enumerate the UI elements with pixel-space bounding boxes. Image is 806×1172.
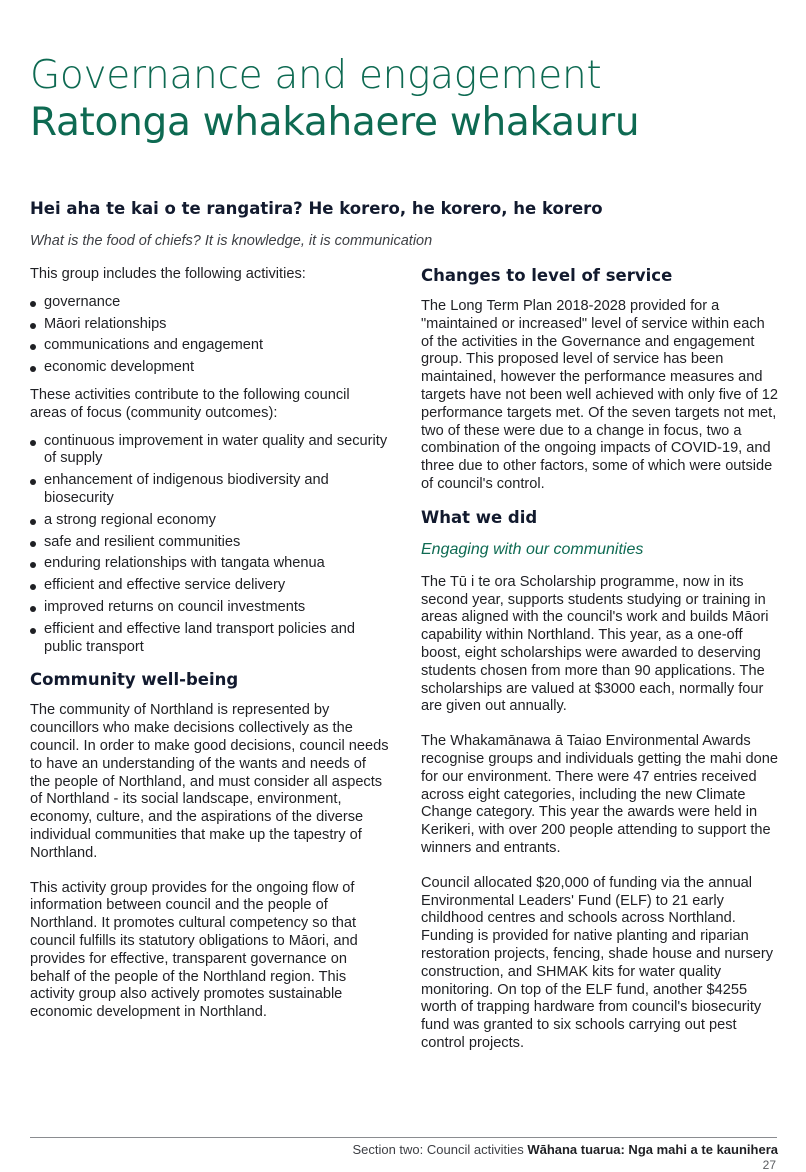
page-title-maori: Ratonga whakahaere whakauru bbox=[30, 100, 640, 145]
list-item: economic development bbox=[30, 359, 390, 377]
right-column bbox=[421, 266, 779, 1063]
elf-paragraph: Council allocated $20,000 of funding via the annual Environmental Leaders' Fund (ELF) to 21 early childhood centres and schools across Northland. Funding is provided for native planting and riparian restoration projects, fencing, shade house and nursery construction, and SHMAK kits for water quality monitoring. On top of the ELF fund, another $4255 worth of trapping hardware from council's biosecurity fund was granted to six schools carrying out pest control projects. bbox=[421, 874, 774, 1051]
outcomes-list bbox=[30, 433, 390, 657]
changes-heading: Changes to level of service bbox=[421, 266, 673, 285]
page-title bbox=[30, 52, 639, 146]
list-item: improved returns on council investments bbox=[30, 599, 390, 617]
activities-intro: This group includes the following activities: bbox=[30, 266, 306, 282]
engaging-subheading: Engaging with our communities bbox=[421, 540, 644, 558]
page-title-english: Governance and engagement bbox=[30, 53, 602, 98]
changes-paragraph: The Long Term Plan 2018-2028 provided for a "maintained or increased" level of service within each of the activities in the Governance and engagement group. This proposed level of service has been maintained, however the performance measures and targets have not been well achieved with only five of 12 performance targets met. Of the seven targets not met, two of these were due to a change in focus, two a combination of the ongoing impacts of COVID-19, and three due to other factors, some of which were outside of council's control. bbox=[421, 298, 778, 492]
contribute-paragraph bbox=[30, 387, 390, 423]
footer-section-label bbox=[352, 1142, 778, 1157]
list-item: efficient and effective land transport policies and public transport bbox=[30, 621, 390, 657]
wellbeing-paragraph-1: The community of Northland is represented by councillors who make decisions collectively as the council. In order to make good decisions, council needs to have an understanding of the wants and needs of the people of Northland, and must consider all aspects of Northland - its social landscape, environment, economy, culture, and the aspirations of the diverse individual communities that make up the tapestry of Northland. bbox=[30, 702, 389, 861]
activities-list bbox=[30, 294, 390, 377]
awards-paragraph: The Whakamānawa ā Taiao Environmental Awards recognise groups and individuals getting the mahi done for our environment. There were 47 entries received across eight categories, including the new Climate Change category. This year the awards were held in Kerikeri, with over 200 people attending to support the winners and entrants. bbox=[421, 733, 778, 856]
what-we-did-heading: What we did bbox=[421, 507, 538, 527]
list-item: safe and resilient communities bbox=[30, 534, 390, 552]
footer-section-english: Section two: Council activities bbox=[352, 1142, 528, 1157]
contribute-text-after: (community outcomes): bbox=[121, 404, 278, 421]
whakatauki-heading: Hei aha te kai o te rangatira? He korero, he korero, he korero bbox=[30, 199, 603, 218]
wellbeing-paragraph-2: This activity group provides for the ongoing flow of information between council and the people of Northland. It promotes cultural competency so that council fulfills its statutory obligations to Māori, and provides for effective, transparent governance on behalf of the people of the Northland region. This activity group also actively promotes sustainable economic development in Northland. bbox=[30, 879, 358, 1021]
footer-divider bbox=[30, 1137, 777, 1138]
list-item: enduring relationships with tangata whenua bbox=[30, 555, 390, 573]
scholarship-paragraph: The Tū i te ora Scholarship programme, now in its second year, supports students studying or training in areas aligned with the council's work and builds Māori capability within Northland. This year, as a one-off boost, eight scholarships were awarded to deserving students chosen from more than 90 applications. The scholarships are valued at $3000 each, normally four are given out annually. bbox=[421, 573, 769, 715]
list-item: communications and engagement bbox=[30, 337, 390, 355]
list-item: enhancement of indigenous biodiversity and biosecurity bbox=[30, 472, 390, 508]
page-number: 27 bbox=[762, 1158, 776, 1172]
wellbeing-heading: Community well-being bbox=[30, 670, 239, 690]
list-item: efficient and effective service delivery bbox=[30, 577, 390, 595]
list-item: a strong regional economy bbox=[30, 512, 390, 530]
left-column bbox=[30, 266, 390, 1032]
whakatauki-translation: What is the food of chiefs? It is knowledge, it is communication bbox=[30, 233, 433, 249]
list-item: continuous improvement in water quality and security of supply bbox=[30, 433, 390, 469]
areas-of-focus-link[interactable]: areas of focus bbox=[30, 404, 122, 421]
list-item: Māori relationships bbox=[30, 316, 390, 334]
contribute-text-before: These activities contribute to the following council bbox=[30, 386, 350, 403]
list-item: governance bbox=[30, 294, 390, 312]
footer-section-maori: Wāhana tuarua: Nga mahi a te kaunihera bbox=[527, 1142, 778, 1157]
